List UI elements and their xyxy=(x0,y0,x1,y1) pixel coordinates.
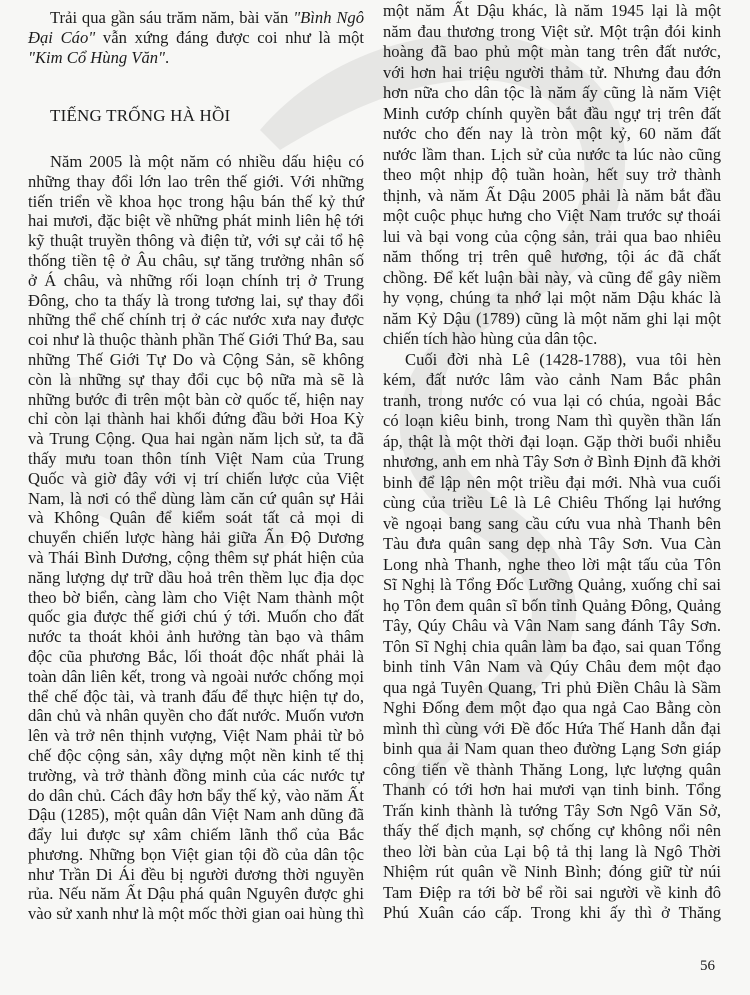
text-line: toàn dân liên kết, trong và ngoài nước chống mọi xyxy=(28,666,364,686)
text-line: có loạn kiêu binh, trong Nam thì quyền thần lấn xyxy=(383,411,721,430)
text-line: Dậu (1285), một quân dân Việt Nam anh dũng đã xyxy=(28,805,364,825)
text-line: Năm 2005 là một năm có nhiều dấu hiệu có xyxy=(50,152,364,171)
text-line: Thanh có tới hơn hai mươi vạn tinh binh. Tổng xyxy=(383,780,721,799)
text-line: dân chủ và nhân quyền cho đất nước. Muốn vươn xyxy=(28,706,364,726)
title-italic: "Bình Ngô xyxy=(293,8,364,27)
text-line: Tam Điệp ra tới bờ bể rồi sai người về kinh đô xyxy=(383,882,721,902)
text-line: những bước đi trên một bàn cờ quốc tế, hiện nay xyxy=(28,389,364,409)
text-line: hy vọng, chúng ta nhớ lại một năm Dậu khác là xyxy=(383,288,721,307)
text-line: công tiến về thành Thăng Long, lực lượng quân xyxy=(383,759,721,779)
text-line: độc cũa phương Bắc, lối thoát độc nhất phải là xyxy=(28,646,364,666)
intro-line xyxy=(28,28,364,48)
section-heading: TIẾNG TRỐNG HÀ HỒI xyxy=(50,106,231,125)
text-line: thể chế độc tài, và tranh đấu để thực hiện tự do, xyxy=(28,686,364,706)
text-line: quốc gia được thế giới chú ý tới. Muốn cho đất xyxy=(28,607,364,627)
text-line: thấy thế địch mạnh, sợ chống cự không nổi nên xyxy=(383,821,721,840)
text-line: Minh cướp chính quyền bắt đầu ngự trị trên đất xyxy=(383,103,721,123)
text-line: hai mươi, đặc biệt về những phát minh liên hệ tới xyxy=(28,211,364,231)
text-line: nước lầm than. Lịch sử của nước ta lúc nào cũng xyxy=(383,144,721,164)
text-line: kém, đất nước lâm vào cảnh Nam Bắc phân xyxy=(383,370,721,389)
intro-line xyxy=(28,48,364,68)
title-italic: "Kim Cổ Hùng Văn" xyxy=(28,48,166,67)
text-line: tiến triển về khoa học trong hậu bán thế kỷ thứ xyxy=(28,191,364,211)
text-line: nhương, anh em nhà Tây Sơn ở Bình Định đã khởi xyxy=(383,452,721,471)
text-line: chuyển chiến lược hàng hải giữa Ấn Độ Dương xyxy=(28,528,364,548)
text-line: hoàng đã bao phủ một màn tang trên đất nước, xyxy=(383,42,721,61)
intro-line xyxy=(28,8,364,28)
text-line: ở Á châu, và những rối loạn chính trị ở Trung xyxy=(28,270,364,290)
text-line: nước cho đến nay là tròn một kỷ, 60 năm đất xyxy=(383,124,721,143)
intro-paragraph xyxy=(28,8,364,68)
text-line: những Thế Giới Tự Do và Cộng Sản, sẽ không xyxy=(28,349,364,369)
text-line: theo một nhịp độ tuần hoàn, hết suy trở thành xyxy=(383,165,721,184)
text-line: theo lời bàn của Lại bộ tả thị lang là Ngô Thời xyxy=(383,841,721,861)
text-line: chiến tích hào hùng của dân tộc. xyxy=(383,329,598,348)
text-line: chồng. Để kết luận bài này, và cũng để gây niềm xyxy=(383,267,721,287)
text-line: theo bờ biển, càng làm cho Việt Nam thành một xyxy=(28,587,364,607)
text-line: một năm Ất Dậu khác, là năm 1945 lại là một xyxy=(383,1,721,20)
text-line: vào sử xanh như là một mốc thời gian oai hùng thì xyxy=(28,904,364,924)
text-line: qua ngả Tuyên Quang, Tri phủ Điền Châu là Sầm xyxy=(383,677,721,697)
intro-text: Trải qua gần sáu trăm năm, bài văn xyxy=(50,8,294,27)
text-line: lui và bại vong của cộng sản, trải qua bao nhiêu xyxy=(383,226,721,246)
text-line: Đông, cho ta thấy là trong tương lai, sự thay đổi xyxy=(28,290,364,310)
text-line: Tàu đưa quân sang dẹp nhà Tây Sơn. Vua Càn xyxy=(383,534,721,553)
text-line: Tôn Sĩ Nghị chia quân làm ba đạo, sai quan Tổng xyxy=(383,636,721,656)
page-number: 56 xyxy=(700,958,715,974)
text-line: Phú Xuân cáo cấp. Trong khi ấy thì ở Thăng xyxy=(383,903,721,922)
text-line: và Không Quân để kiểm soát tất cả mọi di xyxy=(28,508,364,528)
text-line: binh tỉnh Vân Nam và Qúy Châu đem một đạo xyxy=(383,657,721,676)
text-line: mình thì cùng với Đề đốc Hứa Thế Hanh dẫn đại xyxy=(383,718,721,738)
text-line: thấy mưu toan thôn tính Việt Nam của Trung xyxy=(28,448,364,468)
text-line: Sĩ Nghị là Tổng Đốc Lưỡng Quảng, xuống chỉ sai xyxy=(383,575,721,594)
text-line: những thay đổi lớn lao trên thế giới. Với những xyxy=(28,171,364,191)
text-line: Trấn kinh thành là tướng Tây Sơn Ngô Văn Sở, xyxy=(383,800,721,820)
text-line: coi như là thuộc thành phần Thế Giới Thứ Ba, sau xyxy=(28,330,364,350)
text-line: đẩy lui được sự xâm chiếm lãnh thổ của Bắc xyxy=(28,825,364,845)
text-line: kỹ thuật truyền thông và điện tử, với sự cải tổ hệ xyxy=(28,231,364,251)
text-line: lên và trở nên thịnh vượng, Việt Nam phải từ bỏ xyxy=(28,726,364,746)
text-line: chế độc cộng sản, xây dựng một nền kinh tế thị xyxy=(28,745,364,765)
text-line: như Trần Di Ái đều bị người đương thời nguyền xyxy=(28,864,364,884)
left-column xyxy=(28,152,364,924)
text-line: rủa. Nếu năm Ất Dậu phá quân Nguyên được ghi xyxy=(28,884,364,904)
text-line: còn là những sự thay đổi cục bộ nữa mà sẽ là xyxy=(28,369,364,389)
text-line: do dân chủ. Cách đây hơn bẩy thế kỷ, vào năm Ất xyxy=(28,785,364,805)
text-line: những thể chế chính trị ở các nước xưa nay được xyxy=(28,310,364,330)
text-line: Quốc và giờ đây với vị trí chiến lược của Việt xyxy=(28,468,364,488)
text-line: họ Tôn đem quân sĩ bốn tỉnh Quảng Đông, Quảng xyxy=(383,595,721,615)
text-line: phương. Những bọn Việt gian tội đồ của dân tộc xyxy=(28,844,364,864)
text-line: Nghi Đống đem một đạo qua ngả Cao Bằng còn xyxy=(383,698,721,717)
text-line: một cuộc phục hưng cho Việt Nam trước sự thoái xyxy=(383,206,721,225)
text-line: áp, thật là một thời đại loạn. Gặp thời buổi nhiễu xyxy=(383,431,721,451)
intro-text: vẫn xứng đáng được coi như là một xyxy=(95,28,365,47)
text-line: năng lượng dự trữ dầu hoả trên thềm lục địa dọc xyxy=(28,567,364,587)
text-line: Nam, là nơi có thể dùng làm căn cứ quân sự Hải xyxy=(28,488,364,508)
text-line: năm Kỷ Dậu (1789) cũng là một năm ghi lại một xyxy=(383,308,721,328)
text-line: hơn nữa cho dân tộc là năm ấy cũng là năm Việt xyxy=(383,83,721,102)
text-line: binh qua ải Nam quan theo đường Lạng Sơn giáp xyxy=(383,739,721,758)
text-line: nước ta thoát khỏi ảnh hưởng tàn bạo và thâm xyxy=(28,627,364,647)
title-italic: Đại Cáo" xyxy=(28,28,96,47)
text-line: chỉ còn lại thành hai khối đứng đầu bởi Hoa Kỳ xyxy=(28,409,364,429)
intro-text: . xyxy=(165,48,170,67)
text-line: với hơn hai triệu người thảm tử. Nhưng đau đớn xyxy=(383,62,721,82)
text-line: Tây, Qúy Châu và Vân Nam sang đánh Tây Sơn. xyxy=(383,616,721,635)
text-line: trường, và trở thành đồng minh của các nước tự xyxy=(28,765,364,785)
text-line: Nhiệm rút quân về Ninh Bình; đóng giữ từ núi xyxy=(383,862,721,881)
text-line: Cuối đời nhà Lê (1428-1788), vua tôi hèn xyxy=(405,349,721,369)
text-line: về ngoại bang sang cầu cứu vua nhà Thanh bên xyxy=(383,513,721,533)
text-line: thống tiền tệ ở Âu châu, sự tăng trưởng nhân số xyxy=(28,250,364,270)
text-line: tranh, trong nước có vua lại có chúa, ngoài Bắc xyxy=(383,390,721,410)
text-line: binh để lập nên một triều đại mới. Nhà vua cuối xyxy=(383,472,721,492)
right-column xyxy=(383,1,721,924)
text-line: năm thống trị trên quê hương, tội ác đã chất xyxy=(383,247,721,266)
text-line: năm đau thương trong Việt sử. Một trận đói kinh xyxy=(383,21,721,41)
text-line: và Trung Cộng. Qua hai ngàn năm lịch sử, ta đã xyxy=(28,429,364,449)
text-line: và Thái Bình Dương, cộng thêm sự phát hiện của xyxy=(28,547,364,567)
text-line: cùng của triều Lê là Lê Chiêu Thống lại hướng xyxy=(383,493,721,512)
text-line: Long nhà Thanh, nghe theo lời mật tấu của Tôn xyxy=(383,554,721,574)
text-line: thịnh, và năm Ất Dậu 2005 phải là năm bắt đầu xyxy=(383,185,721,205)
